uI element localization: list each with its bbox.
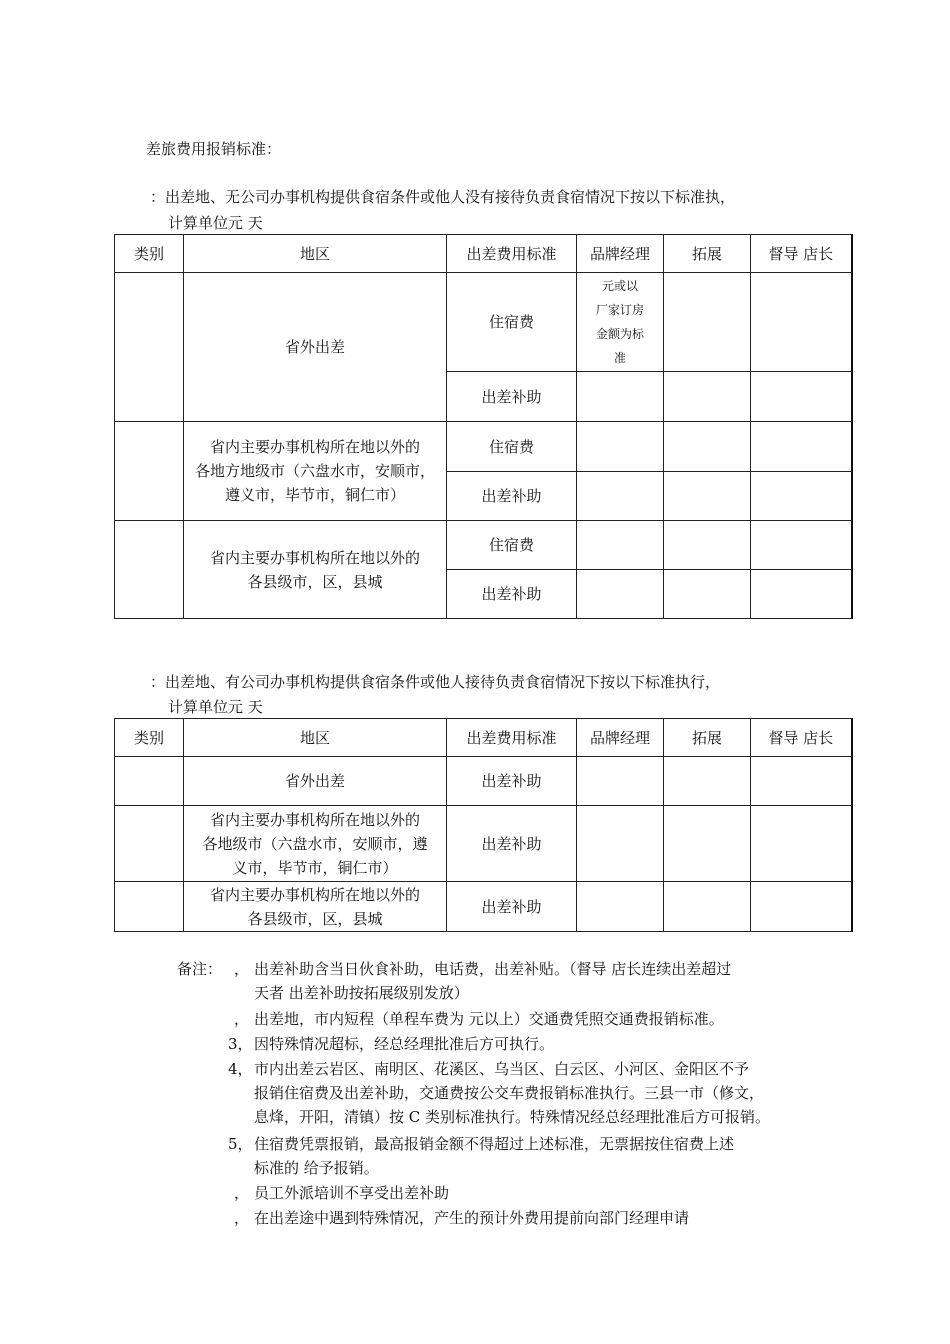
table-row: [115, 521, 852, 570]
value-cell: [751, 882, 852, 932]
lodging-note-line: 准: [613, 351, 626, 365]
lodging-label: 住宿费: [447, 521, 577, 570]
page-title: 差旅费用报销标准：: [146, 140, 282, 158]
note-line: 报销住宿费及出差补助，交通费按公交车费报销标准执行。三县一市（修文，: [254, 1084, 765, 1102]
header-expansion: 拓展: [664, 719, 751, 757]
note-line: 在出差途中遇到特殊情况，产生的预计外费用提前向部门经理申请: [254, 1209, 690, 1227]
note-number: ，: [234, 1010, 250, 1028]
note-line: 天者 出差补助按拓展级别发放）: [254, 984, 469, 1002]
region-cell: 省外出差: [184, 273, 447, 422]
note-number: ，: [234, 960, 250, 978]
region-cell: [184, 806, 447, 882]
header-category: 类别: [115, 235, 184, 273]
lodging-label: 住宿费: [447, 273, 577, 372]
note-line: 标准的 给予报销。: [254, 1159, 379, 1177]
region-cell: 省外出差: [184, 757, 447, 806]
value-cell: [664, 757, 751, 806]
category-cell: [115, 422, 184, 521]
note-line: 因特殊情况超标，经总经理批准后方可执行。: [254, 1035, 555, 1053]
value-cell: [664, 422, 751, 472]
region-line: 遵义市，毕节市，铜仁市）: [224, 486, 405, 504]
table-row: [115, 882, 852, 932]
allowance-label: 出差补助: [447, 372, 577, 422]
allowance-label: 出差补助: [447, 882, 577, 932]
note-number: ，: [234, 1209, 250, 1227]
category-cell: [115, 757, 184, 806]
section2-intro: ：出差地、有公司办事机构提供食宿条件或他人接待负责食宿情况下按以下标准执行，: [150, 673, 721, 691]
region-line: 各地级市（六盘水市，安顺市，遵: [202, 834, 428, 853]
value-cell: [577, 372, 664, 422]
note-number: 4，: [228, 1060, 253, 1078]
value-cell: [664, 806, 751, 882]
region-line: 义市，毕节市，铜仁市）: [232, 858, 398, 877]
header-standard: 出差费用标准: [447, 719, 577, 757]
note-line: 住宿费凭票报销，最高报销金额不得超过上述标准，无票据按住宿费上述: [254, 1135, 735, 1153]
value-cell: [664, 521, 751, 570]
value-cell: [751, 757, 852, 806]
note-number: ，: [234, 1184, 250, 1202]
value-cell: [751, 521, 852, 570]
value-cell: [664, 273, 751, 372]
lodging-note-cell: [577, 273, 664, 372]
table-row: [115, 757, 852, 806]
header-brand-manager: 品牌经理: [577, 719, 664, 757]
table-row: [115, 806, 852, 882]
value-cell: [577, 757, 664, 806]
value-cell: [577, 521, 664, 570]
table-row: [115, 273, 852, 372]
value-cell: [664, 472, 751, 521]
table-standard-no-office: [114, 234, 853, 619]
value-cell: [664, 372, 751, 422]
category-cell: [115, 521, 184, 619]
header-supervisor: 督导 店长: [751, 235, 852, 273]
note-line: 出差地，市内短程（单程车费为 元以上）交通费凭照交通费报销标准。: [254, 1010, 724, 1028]
allowance-label: 出差补助: [447, 472, 577, 521]
region-line: 各地方地级市（六盘水市，安顺市，: [194, 462, 435, 480]
region-line: 省内主要办事机构所在地以外的: [209, 810, 420, 829]
note-number: 3，: [228, 1035, 253, 1053]
value-cell: [577, 570, 664, 619]
header-region: 地区: [184, 719, 447, 757]
lodging-note-line: 厂家订房: [595, 303, 644, 317]
header-brand-manager: 品牌经理: [577, 235, 664, 273]
note-line: 市内出差云岩区、南明区、花溪区、乌当区、白云区、小河区、金阳区不予: [254, 1060, 750, 1078]
lodging-note-line: 元或以: [601, 279, 638, 293]
header-category: 类别: [115, 719, 184, 757]
value-cell: [577, 472, 664, 521]
header-standard: 出差费用标准: [447, 235, 577, 273]
region-cell: [184, 521, 447, 619]
note-line: 出差补助含当日伙食补助，电话费，出差补贴。（督导 店长连续出差超过: [254, 960, 732, 978]
value-cell: [577, 806, 664, 882]
category-cell: [115, 806, 184, 882]
section1-unit: 计算单位元 天: [168, 214, 263, 232]
lodging-label: 住宿费: [447, 422, 577, 472]
lodging-note-line: 金额为标: [595, 327, 644, 341]
value-cell: [577, 422, 664, 472]
category-cell: [115, 273, 184, 422]
allowance-label: 出差补助: [447, 757, 577, 806]
region-cell: [184, 422, 447, 521]
note-number: 5，: [228, 1135, 253, 1153]
category-cell: [115, 882, 184, 932]
value-cell: [577, 882, 664, 932]
value-cell: [751, 472, 852, 521]
value-cell: [751, 273, 852, 372]
header-expansion: 拓展: [664, 235, 751, 273]
note-line: 息烽，开阳，清镇）按 C 类别标准执行。特殊情况经总经理批准后方可报销。: [254, 1108, 771, 1126]
header-region: 地区: [184, 235, 447, 273]
region-line: 省内主要办事机构所在地以外的: [209, 548, 420, 567]
table-row: [115, 422, 852, 472]
allowance-label: 出差补助: [447, 806, 577, 882]
value-cell: [751, 806, 852, 882]
value-cell: [751, 570, 852, 619]
section2-unit: 计算单位元 天: [168, 698, 263, 716]
region-line: 各县级市，区，县城: [247, 572, 383, 591]
value-cell: [664, 570, 751, 619]
value-cell: [751, 422, 852, 472]
note-line: 员工外派培训不享受出差补助: [254, 1184, 450, 1202]
value-cell: [751, 372, 852, 422]
table-standard-with-office: [114, 718, 853, 932]
section1-intro: ：出差地、无公司办事机构提供食宿条件或他人没有接待负责食宿情况下按以下标准执，: [150, 188, 736, 206]
region-cell: [184, 882, 447, 932]
table-header-row: [115, 235, 852, 273]
table-header-row: [115, 719, 852, 757]
region-line: 各县级市，区，县城: [247, 909, 383, 928]
region-line: 省内主要办事机构所在地以外的: [209, 438, 420, 456]
value-cell: [664, 882, 751, 932]
notes-label: 备注：: [177, 960, 223, 978]
header-supervisor: 督导 店长: [751, 719, 852, 757]
allowance-label: 出差补助: [447, 570, 577, 619]
region-line: 省内主要办事机构所在地以外的: [209, 885, 420, 904]
